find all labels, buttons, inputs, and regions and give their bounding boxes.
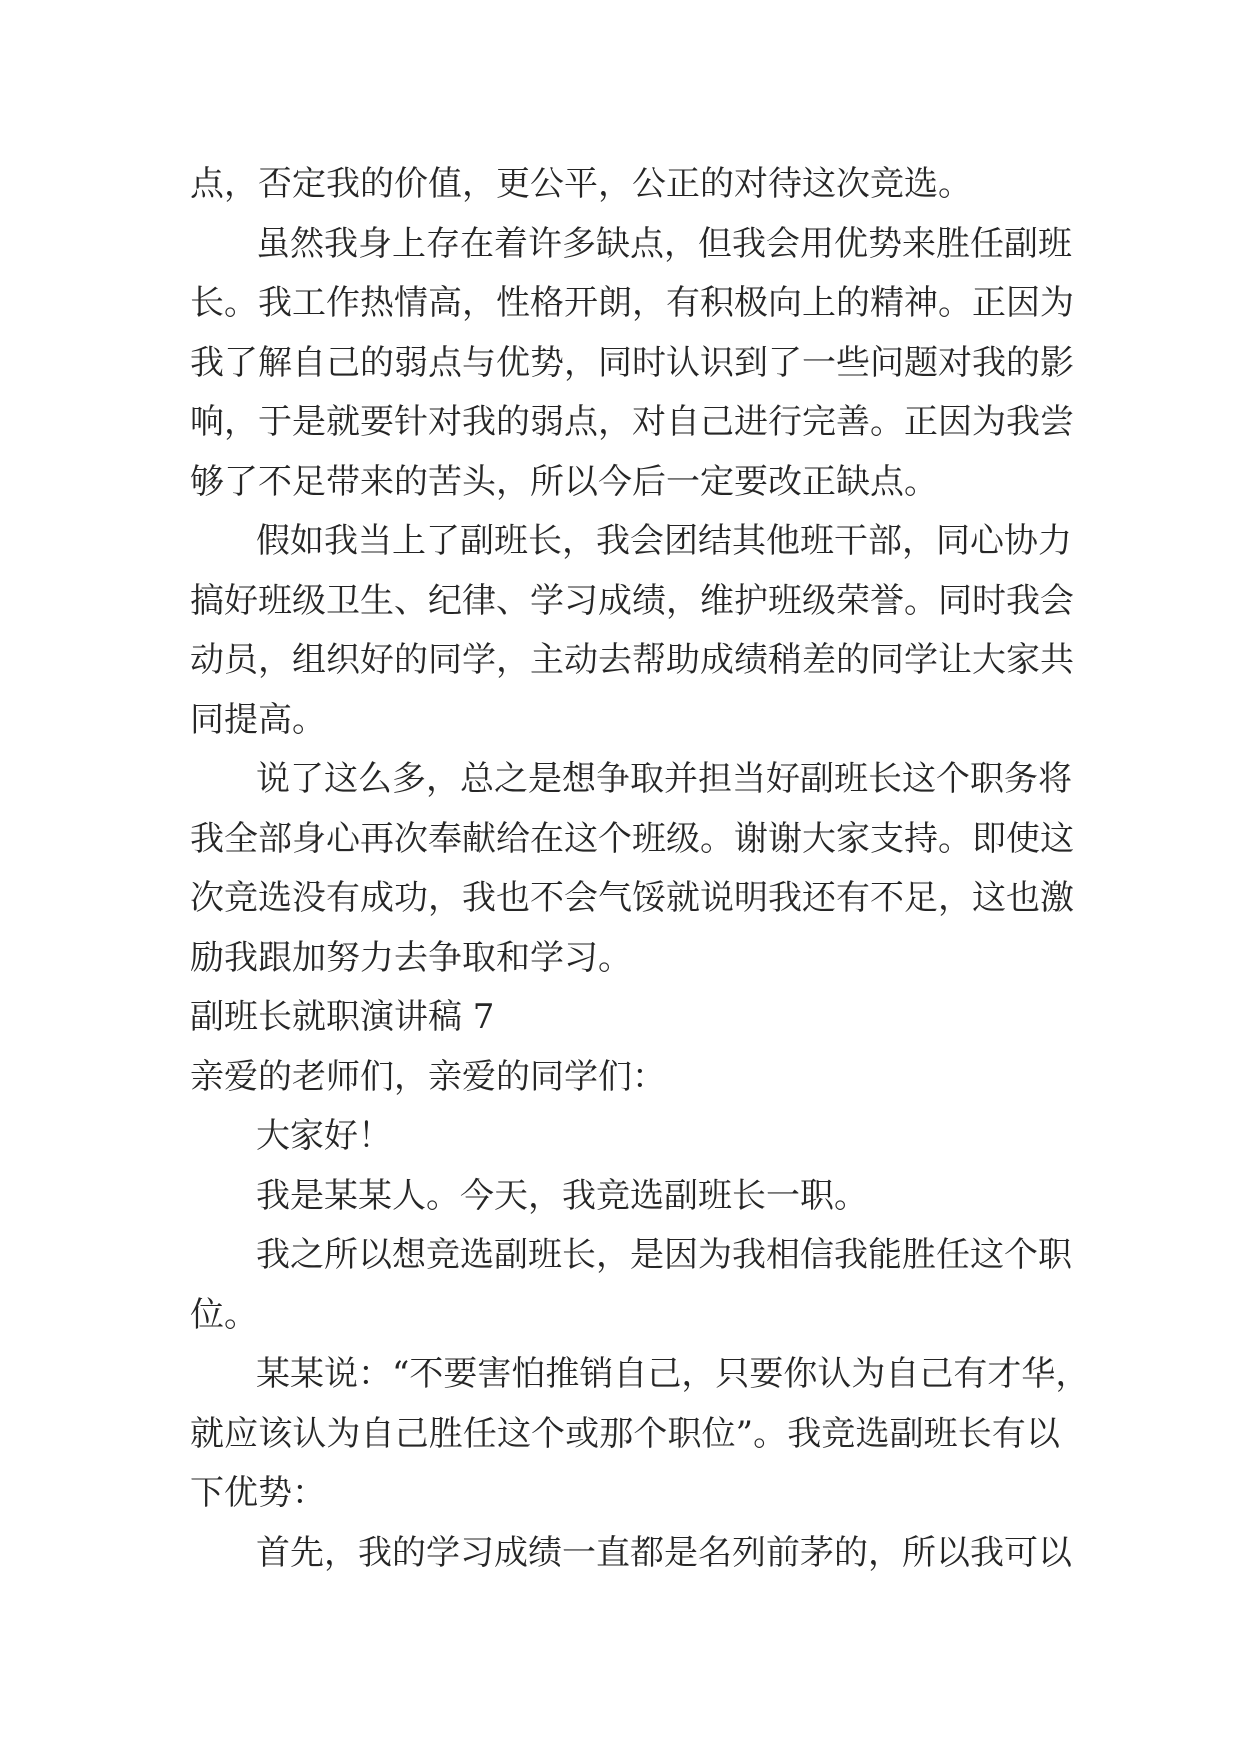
text-line: 位。 [190, 1294, 258, 1335]
text-line: 长。我工作热情高，性格开朗，有积极向上的精神。正因为 [190, 283, 1074, 323]
text-line: 我全部身心再次奉献给在这个班级。谢谢大家支持。即使这 [190, 818, 1074, 859]
text-line: 够了不足带来的苦头，所以今后一定要改正缺点。 [190, 461, 938, 502]
text-line: 说了这么多，总之是想争取并担当好副班长这个职务将 [256, 759, 1072, 799]
text-line: 下优势： [190, 1473, 326, 1513]
text-line: 我之所以想竞选副班长，是因为我相信我能胜任这个职 [256, 1235, 1072, 1275]
text-line: 就应该认为自己胜任这个或那个职位”。我竞选副班长有以 [190, 1413, 1060, 1454]
text-line: 点，否定我的价值，更公平，公正的对待这次竞选。 [190, 164, 972, 204]
text-line: 励我跟加努力去争取和学习。 [190, 937, 632, 978]
text-line: 动员，组织好的同学，主动去帮助成绩稍差的同学让大家共 [190, 640, 1074, 680]
text-line: 次竞选没有成功，我也不会气馁就说明我还有不足，这也激 [190, 878, 1074, 918]
text-line: 我了解自己的弱点与优势，同时认识到了一些问题对我的影 [190, 342, 1074, 383]
text-line: 响，于是就要针对我的弱点，对自己进行完善。正因为我尝 [190, 402, 1074, 442]
text-line: 搞好班级卫生、纪律、学习成绩，维护班级荣誉。同时我会 [190, 580, 1074, 621]
section-heading: 副班长就职演讲稿 7 [190, 997, 495, 1037]
salutation: 亲爱的老师们，亲爱的同学们： [190, 1056, 666, 1097]
text-line: 假如我当上了副班长，我会团结其他班干部，同心协力 [256, 521, 1072, 561]
greeting: 大家好！ [256, 1116, 392, 1156]
text-line: 我是某某人。今天，我竞选副班长一职。 [256, 1175, 868, 1216]
text-line: 首先，我的学习成绩一直都是名列前茅的，所以我可以 [256, 1532, 1072, 1573]
text-line: 同提高。 [190, 699, 326, 740]
text-line: 虽然我身上存在着许多缺点，但我会用优势来胜任副班 [256, 223, 1072, 264]
text-line: 某某说：“不要害怕推销自己，只要你认为自己有才华， [256, 1354, 1090, 1394]
document-text-body [190, 155, 1090, 1583]
